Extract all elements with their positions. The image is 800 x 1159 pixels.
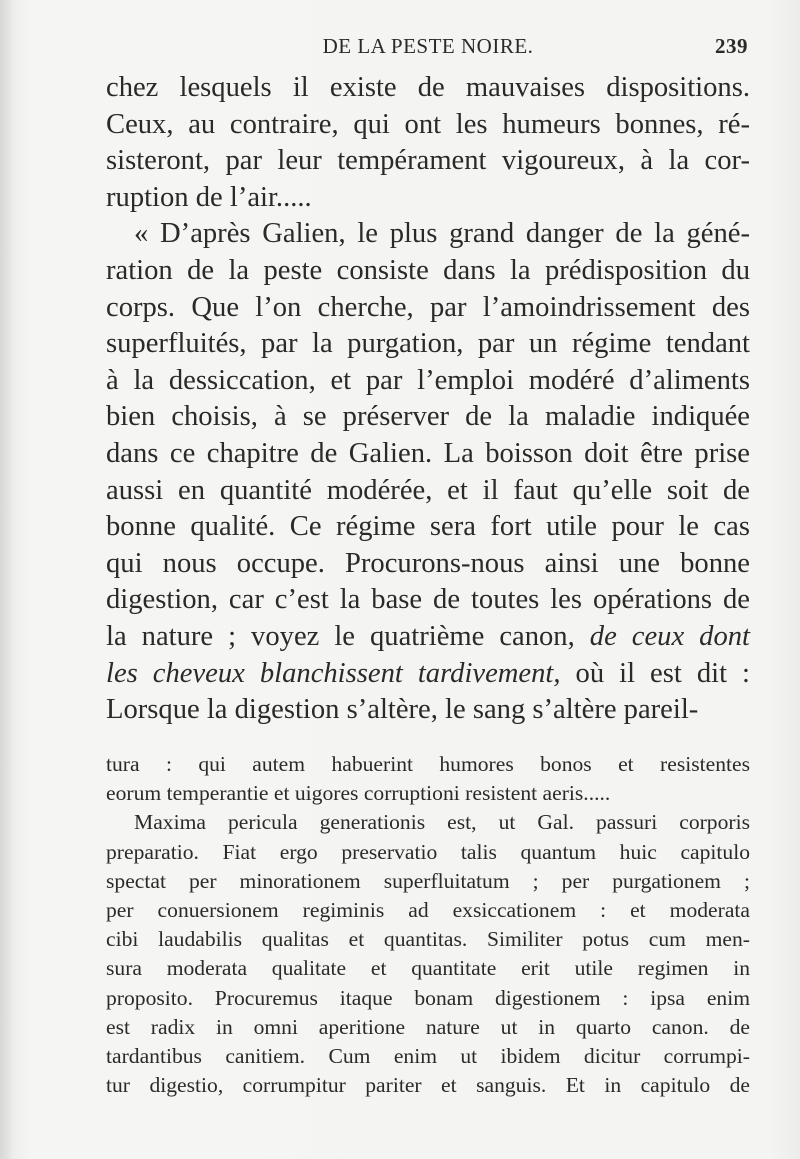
note-line: preparatio. Fiat ergo preservatio talis quantum huic capitulo bbox=[106, 839, 750, 864]
text-line: ration de la peste consiste dans la prédisposition du bbox=[106, 254, 750, 286]
text-line: bien choisis, à se préserver de la maladie indiquée bbox=[106, 401, 750, 433]
text-line: chez lesquels il existe de mauvaises dispositions. bbox=[106, 72, 750, 103]
note-line: sura moderata qualitate et quantitate erit utile regimen in bbox=[106, 956, 750, 981]
spine-shadow bbox=[0, 0, 14, 1159]
italic-title-fragment: de ceux dont bbox=[589, 620, 750, 652]
text-line: digestion, car c’est la base de toutes les opérations de bbox=[106, 584, 750, 616]
text-line-with-italic bbox=[106, 656, 750, 693]
note-line: proposito. Procuremus itaque bonam digestionem : ipsa enim bbox=[106, 985, 750, 1010]
text-line: corps. Que l’on cherche, par l’amoindrissement des bbox=[106, 291, 750, 323]
running-title: DE LA PESTE NOIRE. bbox=[322, 34, 534, 58]
note-line: tura : qui autem habuerint humores bonos et resistentes bbox=[106, 752, 750, 776]
text-segment: où il est dit : bbox=[575, 657, 750, 689]
text-line: bonne qualité. Ce régime sera fort utile pour le cas bbox=[106, 511, 750, 543]
text-line: sisteront, par leur tempérament vigoureux, à la cor- bbox=[106, 145, 750, 177]
text-line: à la dessiccation, et par l’emploi modéré d’aliments bbox=[106, 364, 750, 396]
note-line: eorum temperantie et uigores corruptioni resistent aeris..... bbox=[106, 781, 611, 806]
note-line: per conuersionem regiminis ad exsiccationem : et moderata bbox=[106, 897, 750, 922]
note-line: cibi laudabilis qualitas et quantitas. Similiter potus cum men- bbox=[106, 927, 750, 952]
note-line: spectat per minorationem superfluitatum ; per purgationem ; bbox=[106, 868, 750, 893]
text-line-with-italic bbox=[106, 619, 750, 656]
note-line: est radix in omni aperitione nature ut in quarto canon. de bbox=[106, 1014, 750, 1039]
text-line: Ceux, au contraire, qui ont les humeurs bonnes, ré- bbox=[106, 108, 750, 140]
running-head bbox=[108, 34, 748, 66]
note-line: tardantibus canitiem. Cum enim ut ibidem dicitur corrumpi- bbox=[106, 1043, 750, 1068]
text-line: « D’après Galien, le plus grand danger de la géné- bbox=[134, 218, 750, 250]
text-line: dans ce chapitre de Galien. La boisson doit être prise bbox=[106, 437, 750, 469]
text-line: Lorsque la digestion s’altère, le sang s’altère pareil- bbox=[106, 694, 699, 726]
note-line: Maxima pericula generationis est, ut Gal. passuri corporis bbox=[134, 810, 750, 835]
text-line: aussi en quantité modérée, et il faut qu’elle soit de bbox=[106, 474, 750, 506]
text-line: qui nous occupe. Procurons-nous ainsi une bonne bbox=[106, 547, 750, 579]
text-line: ruption de l’air..... bbox=[106, 181, 312, 213]
text-line: superfluités, par la purgation, par un régime tendant bbox=[106, 328, 750, 360]
text-segment: la nature ; voyez le quatrième canon, bbox=[106, 620, 575, 652]
page-number: 239 bbox=[715, 34, 748, 58]
footnotes bbox=[106, 750, 750, 1100]
main-text bbox=[106, 70, 750, 729]
note-line: tur digestio, corrumpitur pariter et sanguis. Et in capitulo de bbox=[106, 1073, 750, 1098]
italic-title-fragment: les cheveux blanchissent tardivement, bbox=[106, 657, 561, 689]
